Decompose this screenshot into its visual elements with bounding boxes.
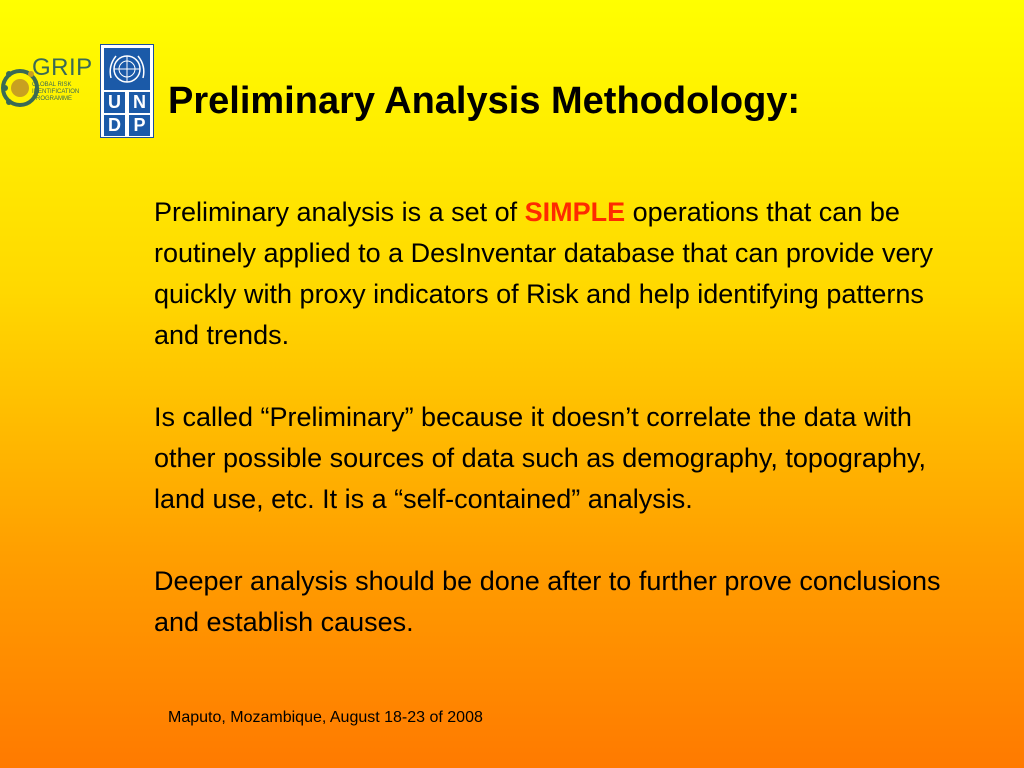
grip-subtitle-line: IDENTIFICATION <box>32 89 80 95</box>
grip-logo <box>0 52 92 124</box>
slide-footer: Maputo, Mozambique, August 18-23 of 2008 <box>168 709 483 726</box>
undp-letter: U <box>104 92 125 113</box>
paragraph-3: Deeper analysis should be done after to further prove conclusions and establish causes. <box>154 566 941 637</box>
undp-letter: P <box>129 115 150 136</box>
paragraph-1 <box>154 192 974 356</box>
un-emblem-icon <box>104 48 150 90</box>
undp-letter: D <box>104 115 125 136</box>
undp-logo <box>100 44 154 138</box>
undp-letter: N <box>129 92 150 113</box>
grip-subtitle-line: GLOBAL RISK <box>32 82 72 88</box>
slide-body <box>154 192 974 684</box>
grip-logo-subtitle <box>32 82 94 103</box>
grip-logo-name: GRIP <box>32 54 93 81</box>
paragraph-2: Is called “Preliminary” because it doesn’t correlate the data with other possible sources of data such as demography, topography, land use, etc. It is a “self-contained” analysis. <box>154 402 926 514</box>
grip-subtitle-line: PROGRAMME <box>32 96 73 102</box>
paragraph-1-start: Preliminary analysis is a set of <box>154 197 525 227</box>
slide-title: Preliminary Analysis Methodology: <box>168 80 801 122</box>
simple-emphasis: SIMPLE <box>524 197 626 227</box>
paragraph-1-end: operations that can be routinely applied to a DesInventar database that can provide very quickly with proxy indicators of Risk and help identifying patterns and trends. <box>154 197 933 350</box>
